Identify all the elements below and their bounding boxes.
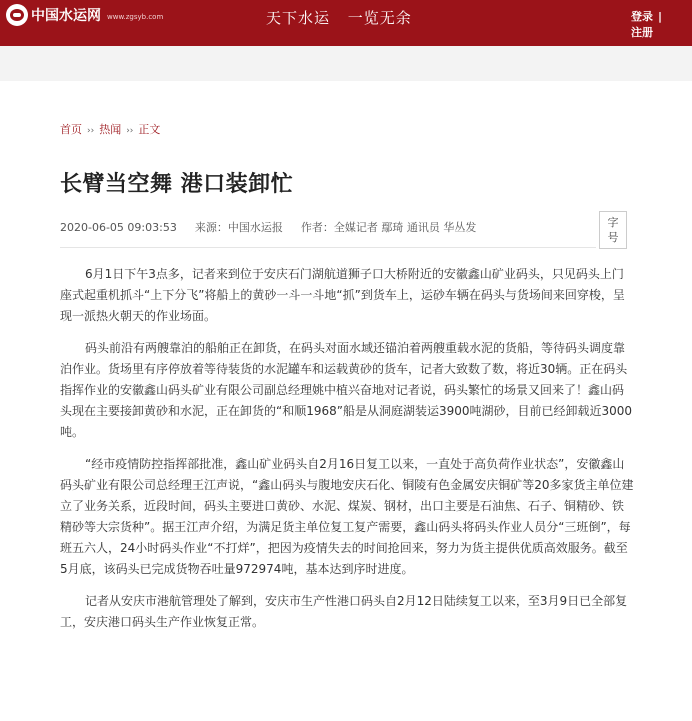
article-paragraph: 6月1日下午3点多，记者来到位于安庆石门湖航道狮子口大桥附近的安徽鑫山矿业码头，只见码头上门座式起重机抓斗“上下分飞”将船上的黄砂一斗一斗地“抓”到货车上，运砂车辆在码头与货场间来回穿梭，呈现一派热火朝天的作业场面。	[60, 267, 625, 323]
breadcrumb-arrow-icon: ››	[126, 126, 134, 136]
breadcrumb-current: 正文	[138, 123, 161, 136]
login-link[interactable]: 登录	[631, 10, 653, 23]
article-source: 来源：中国水运报	[194, 221, 283, 234]
logo-emblem-icon	[6, 4, 28, 26]
font-size-label-2: 号	[607, 231, 619, 244]
auth-links	[631, 9, 662, 41]
auth-separator: |	[658, 10, 663, 23]
breadcrumb-home[interactable]: 首页	[60, 123, 82, 136]
article-container	[0, 81, 692, 721]
font-size-label-1: 字	[607, 216, 619, 229]
article-body	[60, 264, 634, 644]
slogan-part-1: 天下水运	[266, 9, 331, 27]
site-slogan	[266, 7, 424, 28]
meta-divider	[60, 247, 596, 248]
register-link[interactable]: 注册	[631, 26, 653, 39]
article-paragraph: 码头前沿有两艘靠泊的船舶正在卸货，在码头对面水域还锚泊着两艘重载水泥的货船，等待码头调度靠泊作业。货场里有序停放着等待装货的水泥罐车和运载黄砂的货车，记者大致数了数，将近30辆。正在码头指挥作业的安徽鑫山码头矿业有限公司副总经理姚中植兴奋地对记者说，码头繁忙的场景又回来了！鑫山码头现在主要接卸黄砂和水泥，正在卸货的“和顺1968”船是从洞庭湖装运3900吨湖砂，目前已经卸载近3000吨。	[60, 341, 633, 439]
article-date: 2020-06-05 09:03:53	[60, 221, 177, 234]
breadcrumb	[60, 121, 160, 137]
article-paragraph: “经市疫情防控指挥部批准，鑫山矿业码头自2月16日复工以来，一直处于高负荷作业状态”，安徽鑫山码头矿业有限公司总经理王江声说，“鑫山码头与腹地安庆石化、铜陵有色金属安庆铜矿等20多家货主单位建立了业务关系，近段时间，码头主要进口黄砂、水泥、煤炭、钢材，出口主要是石油焦、石子、铜精砂、铁精砂等大宗货种”。据王江声介绍，为满足货主单位复工复产需要，鑫山码头将码头作业人员分“三班倒”，每班五六人，24小时码头作业“不打烊”，把因为疫情失去的时间抢回来，努力为货主提供优质高效服务。截至5月底，该码头已完成货物吞吐量972974吨，基本达到序时进度。	[60, 457, 634, 576]
site-logo[interactable]	[6, 4, 163, 26]
article-author: 作者：全媒记者 鄢琦 通讯员 华丛发	[300, 221, 477, 234]
article-paragraph: 记者从安庆市港航管理处了解到，安庆市生产性港口码头自2月12日陆续复工以来，至3月9日已全部复工，安庆港口码头生产作业恢复正常。	[60, 594, 628, 629]
logo-text: 中国水运网	[31, 8, 101, 24]
article-title: 长臂当空舞 港口装卸忙	[60, 172, 294, 197]
breadcrumb-arrow-icon: ››	[87, 126, 95, 136]
slogan-part-2: 一览无余	[347, 9, 412, 27]
logo-url: www.zgsyb.com	[107, 13, 164, 21]
article-meta	[60, 219, 476, 235]
font-size-button[interactable]	[599, 211, 627, 249]
top-header-bar	[0, 0, 692, 46]
breadcrumb-news[interactable]: 热闻	[99, 123, 122, 136]
